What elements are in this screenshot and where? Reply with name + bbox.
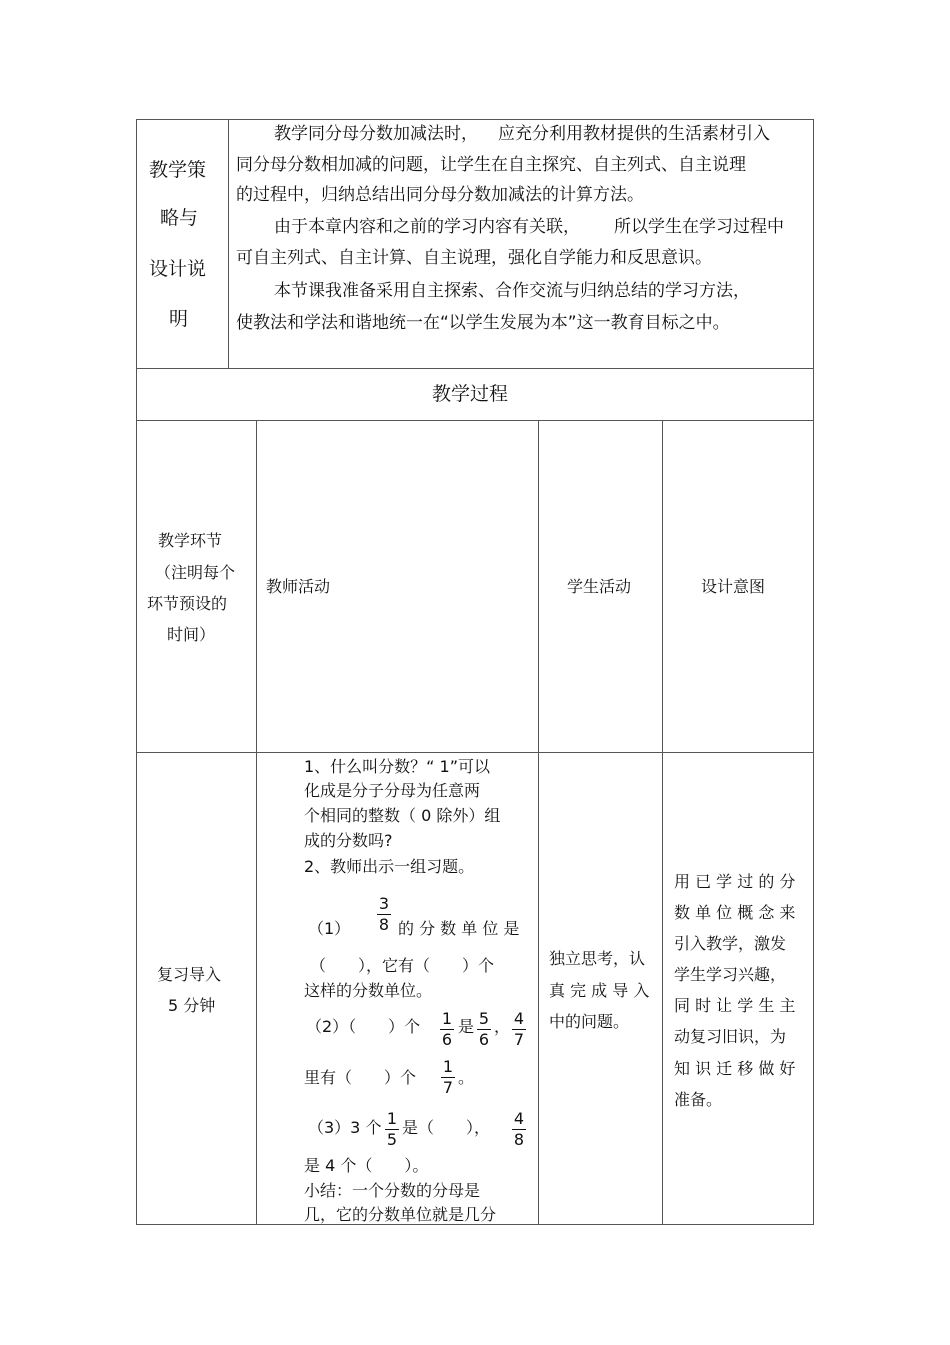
fraction: 5 6 — [478, 1009, 490, 1049]
strategy-text: 本节课我准备采用自主探索、合作交流与归纳总结的学习方法， — [274, 281, 750, 301]
strategy-text: 应充分利用教材提供的生活素材引入 — [498, 124, 770, 144]
intent-text: 同 时 让 学 生 主 — [674, 996, 796, 1015]
column-header-teacher: 教师活动 — [266, 577, 331, 596]
strategy-text: 教学同分母分数加减法时， — [274, 124, 478, 144]
fraction: 4 8 — [513, 1109, 525, 1149]
column-header-student: 学生活动 — [567, 577, 632, 596]
teacher-text: 化成是分子分母为任意两 — [304, 781, 481, 800]
teacher-text: 这样的分数单位。 — [304, 981, 433, 1000]
column-header-intent: 设计意图 — [701, 577, 766, 596]
column-header-text: 教学环节 — [158, 531, 223, 550]
intent-text: 数 单 位 概 念 来 — [674, 903, 796, 922]
intent-text: 动复习旧识，为 — [674, 1027, 787, 1046]
teacher-text: 。 — [458, 1068, 475, 1087]
intent-text: 学生学习兴趣， — [674, 965, 787, 984]
teacher-text: 个相同的整数（ 0 除外）组 — [304, 806, 501, 825]
summary-text: 小结：一个分数的分母是 — [304, 1181, 481, 1200]
teacher-text: 是（ ）， — [402, 1118, 491, 1137]
teacher-text: 是 — [458, 1017, 475, 1036]
intent-text: 知 识 迁 移 做 好 — [674, 1059, 796, 1078]
strategy-header-line: 设计说 — [149, 258, 207, 280]
strategy-text: 的过程中，归纳总结出同分母分数加减法的计算方法。 — [236, 185, 644, 205]
student-text: 中的问题。 — [549, 1012, 630, 1031]
process-title: 教学过程 — [432, 383, 509, 405]
column-header-text: （注明每个 — [155, 563, 236, 582]
strategy-text: 由于本章内容和之前的学习内容有关联， — [274, 217, 580, 237]
strategy-text: 可自主列式、自主计算、自主说理，强化自学能力和反思意识。 — [236, 248, 712, 268]
teacher-text: （ ），它有（ ）个 — [310, 956, 495, 975]
strategy-text: 同分母分数相加减的问题，让学生在自主探究、自主列式、自主说理 — [236, 155, 746, 175]
strategy-text: 使教法和学法和谐地统一在“以学生发展为本”这一教育目标之中。 — [236, 313, 730, 333]
teacher-text: ， — [494, 1017, 511, 1036]
stage-label: 复习导入 — [157, 965, 222, 984]
fraction: 1 5 — [386, 1109, 398, 1149]
intent-text: 用 已 学 过 的 分 — [674, 872, 796, 891]
student-text: 独立思考，认 — [549, 949, 646, 968]
teacher-text: 的 分 数 单 位 是 — [398, 919, 520, 938]
teacher-text: 成的分数吗? — [304, 831, 393, 850]
intent-text: 引入教学，激发 — [674, 934, 787, 953]
fraction: 1 6 — [441, 1009, 453, 1049]
teacher-text: 1、什么叫分数？“ 1”可以 — [304, 757, 491, 776]
strategy-text: 所以学生在学习过程中 — [614, 217, 784, 237]
student-text: 真 完 成 导 入 — [549, 981, 650, 1000]
intent-text: 准备。 — [674, 1090, 723, 1109]
strategy-header-line: 明 — [169, 308, 189, 330]
column-header-text: 环节预设的 — [147, 594, 228, 613]
teacher-text: （2）（ ）个 — [306, 1017, 421, 1036]
fraction: 1 7 — [442, 1057, 454, 1097]
teacher-text: 是 4 个（ ）。 — [304, 1156, 429, 1175]
teacher-text: 里有（ ）个 — [304, 1068, 417, 1087]
summary-text: 几，它的分数单位就是几分 — [304, 1205, 497, 1224]
stage-duration: 5 分钟 — [168, 996, 216, 1015]
problem-label: （1） — [308, 919, 351, 938]
teacher-text: 2、教师出示一组习题。 — [304, 857, 475, 876]
strategy-header-line: 略与 — [160, 207, 199, 229]
teacher-text: （3）3 个 — [308, 1118, 382, 1137]
fraction: 3 8 — [378, 894, 390, 934]
fraction: 4 7 — [513, 1009, 525, 1049]
strategy-header-line: 教学策 — [149, 159, 207, 181]
column-header-text: 时间） — [167, 625, 216, 644]
